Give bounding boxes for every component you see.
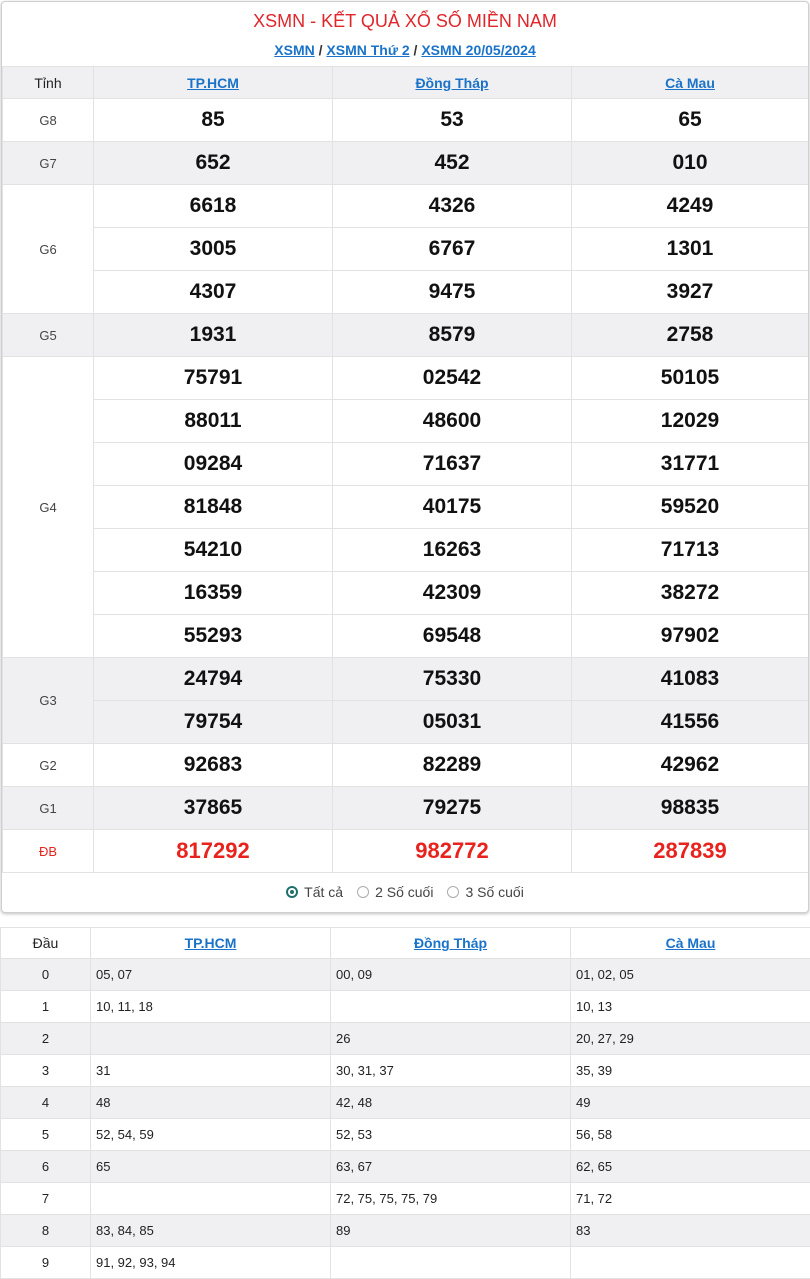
prize-number: 82289 — [333, 744, 572, 787]
loto-row — [1, 1151, 810, 1183]
prize-row-g6 — [3, 185, 809, 228]
prize-number: 452 — [333, 142, 572, 185]
filter-option-label: Tất cả — [304, 884, 343, 900]
prize-number: 71713 — [572, 529, 809, 572]
loto-values — [91, 1023, 331, 1055]
loto-row — [1, 1087, 810, 1119]
prize-number: 42962 — [572, 744, 809, 787]
prize-row-g6 — [3, 228, 809, 271]
prize-label: G5 — [3, 314, 94, 357]
prize-number: 09284 — [94, 443, 333, 486]
loto-province-link-ca-mau[interactable]: Cà Mau — [666, 935, 716, 951]
prize-number: 4307 — [94, 271, 333, 314]
prize-number: 16263 — [333, 529, 572, 572]
prize-number: 97902 — [572, 615, 809, 658]
province-link-ca-mau[interactable]: Cà Mau — [665, 75, 715, 91]
loto-values: 63, 67 — [331, 1151, 571, 1183]
prize-row-g3 — [3, 658, 809, 701]
prize-number: 3927 — [572, 271, 809, 314]
prize-row-g4 — [3, 529, 809, 572]
prize-label: G7 — [3, 142, 94, 185]
loto-values — [91, 1183, 331, 1215]
loto-values: 89 — [331, 1215, 571, 1247]
radio-button-icon[interactable] — [357, 886, 369, 898]
prize-number: 59520 — [572, 486, 809, 529]
province-link-dong-thap[interactable]: Đồng Tháp — [415, 75, 488, 91]
breadcrumb — [2, 42, 808, 58]
prize-number: 40175 — [333, 486, 572, 529]
loto-province-link-tphcm[interactable]: TP.HCM — [185, 935, 237, 951]
prize-row-g5 — [3, 314, 809, 357]
prize-number: 42309 — [333, 572, 572, 615]
prize-number: 54210 — [94, 529, 333, 572]
prize-number: 75330 — [333, 658, 572, 701]
prize-number: 02542 — [333, 357, 572, 400]
prize-label: G8 — [3, 99, 94, 142]
prize-number: 53 — [333, 99, 572, 142]
prize-number: 6618 — [94, 185, 333, 228]
filter-option-2[interactable] — [447, 884, 523, 900]
loto-values — [331, 991, 571, 1023]
prize-number: 38272 — [572, 572, 809, 615]
loto-row — [1, 1119, 810, 1151]
prize-number: 75791 — [94, 357, 333, 400]
prize-row-g6 — [3, 271, 809, 314]
loto-values: 62, 65 — [571, 1151, 810, 1183]
prize-number: 9475 — [333, 271, 572, 314]
prize-number: 81848 — [94, 486, 333, 529]
loto-values: 01, 02, 05 — [571, 959, 810, 991]
prize-row-g8 — [3, 99, 809, 142]
prize-number: 652 — [94, 142, 333, 185]
loto-values: 48 — [91, 1087, 331, 1119]
prize-number: 65 — [572, 99, 809, 142]
page-title: XSMN - KẾT QUẢ XỔ SỐ MIỀN NAM — [2, 11, 808, 32]
prize-label: G4 — [3, 357, 94, 658]
loto-head-digit: 1 — [1, 991, 91, 1023]
prize-row-g4 — [3, 486, 809, 529]
breadcrumb-separator: / — [414, 42, 418, 58]
filter-option-1[interactable] — [357, 884, 433, 900]
prize-row-g4 — [3, 400, 809, 443]
prize-number: 69548 — [333, 615, 572, 658]
prize-number: 98835 — [572, 787, 809, 830]
prize-number: 55293 — [94, 615, 333, 658]
breadcrumb-separator: / — [319, 42, 323, 58]
loto-head-digit: 4 — [1, 1087, 91, 1119]
loto-values: 91, 92, 93, 94 — [91, 1247, 331, 1279]
loto-values: 10, 11, 18 — [91, 991, 331, 1023]
loto-row — [1, 991, 810, 1023]
prize-row-g4 — [3, 572, 809, 615]
prize-number: 79754 — [94, 701, 333, 744]
prize-label: ĐB — [3, 830, 94, 873]
loto-row — [1, 1215, 810, 1247]
prize-number: 817292 — [94, 830, 333, 873]
filter-option-label: 2 Số cuối — [375, 884, 433, 900]
loto-row — [1, 1247, 810, 1279]
province-label-header: Tỉnh — [3, 67, 94, 99]
prize-number: 48600 — [333, 400, 572, 443]
prize-number: 287839 — [572, 830, 809, 873]
results-card — [1, 1, 809, 913]
prize-label: G3 — [3, 658, 94, 744]
loto-head-digit: 0 — [1, 959, 91, 991]
filter-option-label: 3 Số cuối — [465, 884, 523, 900]
prize-row-g4 — [3, 443, 809, 486]
prize-number: 1931 — [94, 314, 333, 357]
loto-values — [571, 1247, 810, 1279]
loto-row — [1, 1183, 810, 1215]
loto-header-row — [1, 928, 810, 959]
filter-option-0[interactable] — [286, 884, 343, 900]
loto-head-digit: 6 — [1, 1151, 91, 1183]
prize-number: 50105 — [572, 357, 809, 400]
loto-values: 56, 58 — [571, 1119, 810, 1151]
province-link-tphcm[interactable]: TP.HCM — [187, 75, 239, 91]
loto-values: 52, 53 — [331, 1119, 571, 1151]
prize-label: G1 — [3, 787, 94, 830]
prize-row-g3 — [3, 701, 809, 744]
loto-head-digit: 8 — [1, 1215, 91, 1247]
loto-head-digit: 2 — [1, 1023, 91, 1055]
loto-values — [331, 1247, 571, 1279]
breadcrumb-xsmn-thu2[interactable]: XSMN Thứ 2 — [326, 42, 409, 58]
loto-values: 30, 31, 37 — [331, 1055, 571, 1087]
prize-number: 12029 — [572, 400, 809, 443]
prize-row-g2 — [3, 744, 809, 787]
loto-values: 65 — [91, 1151, 331, 1183]
results-table — [2, 66, 809, 873]
radio-button-icon[interactable] — [447, 886, 459, 898]
results-header-row — [3, 67, 809, 99]
loto-values: 20, 27, 29 — [571, 1023, 810, 1055]
prize-number: 1301 — [572, 228, 809, 271]
prize-number: 4249 — [572, 185, 809, 228]
loto-values: 26 — [331, 1023, 571, 1055]
loto-head-digit: 5 — [1, 1119, 91, 1151]
loto-head-digit: 3 — [1, 1055, 91, 1087]
loto-values: 42, 48 — [331, 1087, 571, 1119]
loto-row — [1, 1023, 810, 1055]
prize-number: 24794 — [94, 658, 333, 701]
loto-values: 71, 72 — [571, 1183, 810, 1215]
prize-number: 41083 — [572, 658, 809, 701]
loto-head-digit: 9 — [1, 1247, 91, 1279]
prize-number: 37865 — [94, 787, 333, 830]
loto-values: 10, 13 — [571, 991, 810, 1023]
prize-number: 88011 — [94, 400, 333, 443]
loto-values: 00, 09 — [331, 959, 571, 991]
loto-row — [1, 1055, 810, 1087]
prize-number: 31771 — [572, 443, 809, 486]
prize-number: 3005 — [94, 228, 333, 271]
prize-row-g7 — [3, 142, 809, 185]
loto-values: 83 — [571, 1215, 810, 1247]
loto-values: 49 — [571, 1087, 810, 1119]
prize-number: 71637 — [333, 443, 572, 486]
prize-number: 05031 — [333, 701, 572, 744]
breadcrumb-date[interactable]: XSMN 20/05/2024 — [421, 42, 535, 58]
loto-head-digit: 7 — [1, 1183, 91, 1215]
loto-values: 83, 84, 85 — [91, 1215, 331, 1247]
prize-number: 92683 — [94, 744, 333, 787]
prize-number: 4326 — [333, 185, 572, 228]
loto-values: 31 — [91, 1055, 331, 1087]
prize-number: 2758 — [572, 314, 809, 357]
prize-number: 41556 — [572, 701, 809, 744]
loto-values: 72, 75, 75, 75, 79 — [331, 1183, 571, 1215]
prize-row-đb — [3, 830, 809, 873]
breadcrumb-xsmn[interactable]: XSMN — [274, 42, 314, 58]
radio-button-icon[interactable] — [286, 886, 298, 898]
prize-number: 6767 — [333, 228, 572, 271]
head-label-header: Đầu — [1, 928, 91, 959]
prize-row-g1 — [3, 787, 809, 830]
loto-table — [0, 927, 810, 1279]
prize-label: G2 — [3, 744, 94, 787]
loto-values: 05, 07 — [91, 959, 331, 991]
prize-number: 85 — [94, 99, 333, 142]
prize-row-g4 — [3, 357, 809, 400]
prize-number: 010 — [572, 142, 809, 185]
digits-filter — [2, 872, 808, 912]
prize-number: 16359 — [94, 572, 333, 615]
prize-row-g4 — [3, 615, 809, 658]
loto-values: 52, 54, 59 — [91, 1119, 331, 1151]
loto-values: 35, 39 — [571, 1055, 810, 1087]
loto-province-link-dong-thap[interactable]: Đồng Tháp — [414, 935, 487, 951]
prize-number: 982772 — [333, 830, 572, 873]
prize-number: 79275 — [333, 787, 572, 830]
loto-row — [1, 959, 810, 991]
prize-number: 8579 — [333, 314, 572, 357]
prize-label: G6 — [3, 185, 94, 314]
